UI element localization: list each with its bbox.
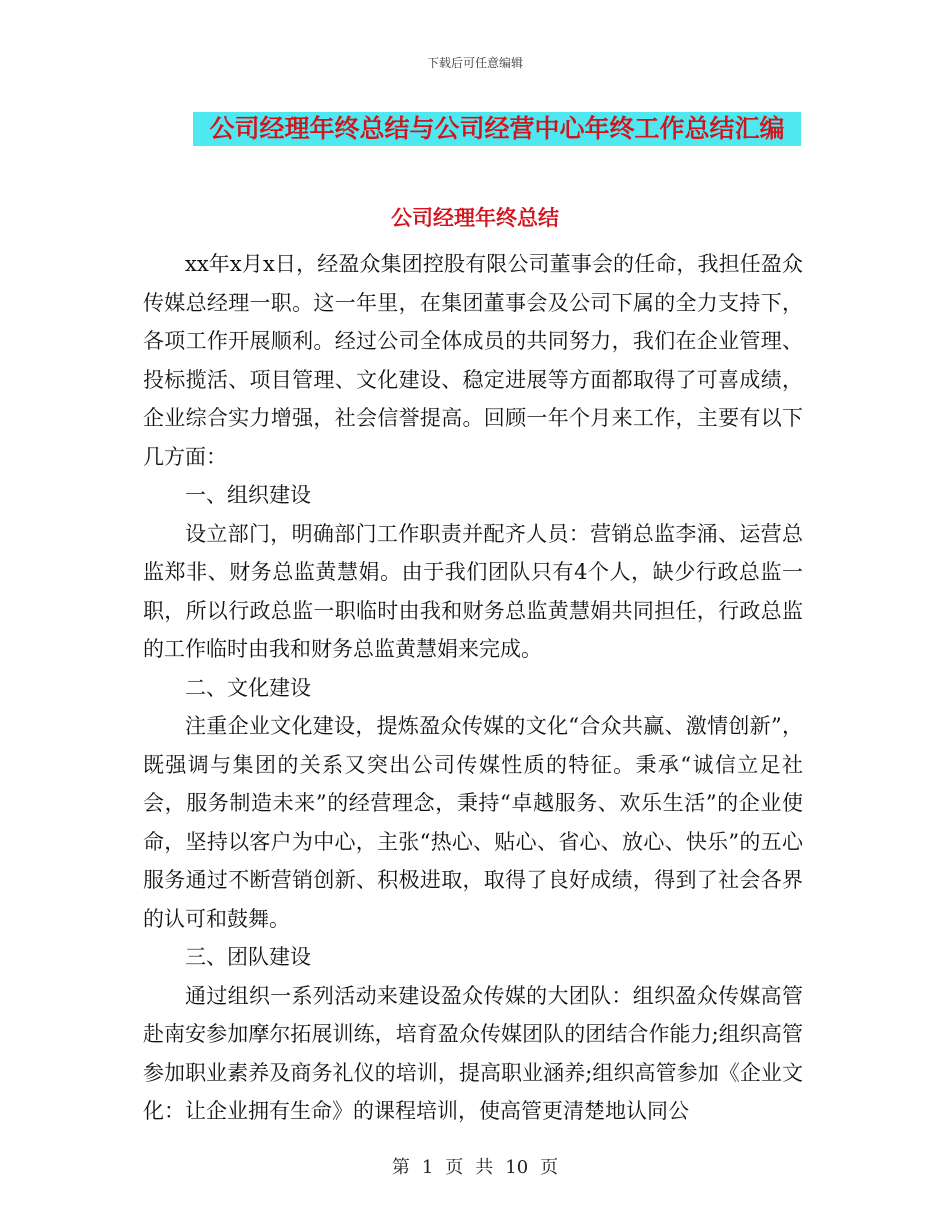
page-footer <box>0 1153 950 1179</box>
footer-label: 页 <box>540 1157 559 1178</box>
document-body <box>143 245 803 1131</box>
page-number: 1 <box>421 1157 434 1178</box>
heading-organization: 一、组织建设 <box>185 483 311 507</box>
footer-label: 第 <box>391 1157 410 1178</box>
paragraph-intro: xx年x月x日，经盈众集团控股有限公司董事会的任命，我担任盈众传媒总经理一职。这一年里，在集团董事会及公司下属的全力支持下，各项工作开展顺利。经过公司全体成员的共同努力，我们在企业管理、投标揽活、项目管理、文化建设、稳定进展等方面都取得了可喜成绩，企业综合实力增强，社会信誉提高。回顾一年个月来工作，主要有以下几方面： <box>143 252 803 469</box>
section-title: 公司经理年终总结 <box>391 205 559 230</box>
heading-culture: 二、文化建设 <box>185 675 311 700</box>
paragraph-organization: 设立部门，明确部门工作职责并配齐人员：营销总监李涌、运营总监郑非、财务总监黄慧娟。由于我们团队只有4个人，缺少行政总监一职，所以行政总监一职临时由我和财务总监黄慧娟共同担任，行政总监的工作临时由我和财务总监黄慧娟来完成。 <box>143 521 803 661</box>
header-note: 下载后可任意编辑 <box>426 56 523 70</box>
total-pages: 10 <box>505 1157 529 1178</box>
footer-label: 页 <box>445 1157 464 1178</box>
paragraph-team: 通过组织一系列活动来建设盈众传媒的大团队：组织盈众传媒高管赴南安参加摩尔拓展训练，培育盈众传媒团队的团结合作能力;组织高管参加职业素养及商务礼仪的培训，提高职业涵养;组织高管参加《企业文化：让企业拥有生命》的课程培训，使高管更清楚地认同公 <box>143 983 803 1123</box>
heading-team: 三、团队建设 <box>185 945 311 969</box>
document-title: 公司经理年终总结与公司经营中心年终工作总结汇编 <box>193 112 801 146</box>
footer-label: 共 <box>475 1157 494 1178</box>
paragraph-culture: 注重企业文化建设，提炼盈众传媒的文化“合众共赢、激情创新”，既强调与集团的关系又突出公司传媒性质的特征。秉承“诚信立足社会，服务制造未来”的经营理念，秉持“卓越服务、欢乐生活”的企业使命，坚持以客户为中心，主张“热心、贴心、省心、放心、快乐”的五心服务通过不断营销创新、积极进取，取得了良好成绩，得到了社会各界的认可和鼓舞。 <box>143 714 803 931</box>
